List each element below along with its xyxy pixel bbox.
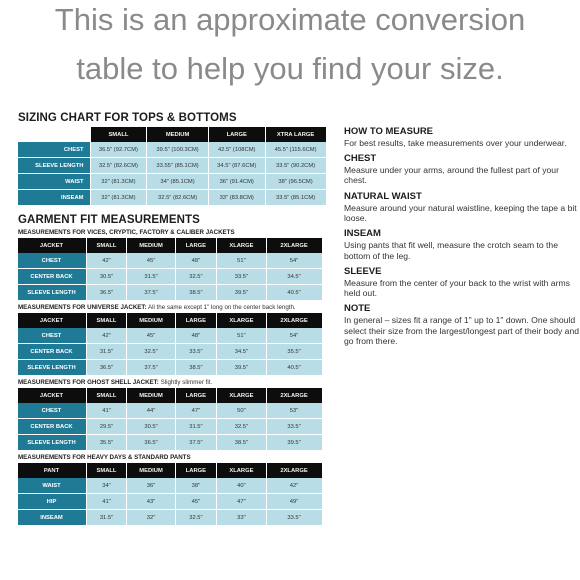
table-cell: 38.5" (176, 360, 217, 376)
garment-fit-table (17, 388, 323, 451)
table-cell: 32.5" (82.6CM) (91, 158, 147, 174)
column-header: SMALL (87, 313, 127, 328)
column-header: JACKET (18, 238, 86, 253)
garment-table-subtitle (18, 454, 328, 461)
column-header: SMALL (87, 388, 127, 403)
how-to-body: Using pants that fit well, measure the crotch seam to the bottom of the leg. (344, 240, 558, 261)
how-to-heading: SLEEVE (344, 265, 382, 277)
table-cell: 32.5" (176, 269, 217, 285)
table-row (18, 253, 322, 269)
table-cell: 40" (217, 478, 265, 494)
table-cell: 45" (176, 494, 217, 510)
table-cell: 39.5" (217, 285, 265, 301)
table-cell: 33.5" (217, 269, 265, 285)
table-cell: 33.5" (90.2CM) (266, 158, 326, 174)
table-cell: 32.5" (217, 419, 265, 435)
column-header: XLARGE (217, 388, 265, 403)
table-cell: 34" (87, 478, 127, 494)
garment-header-row (18, 463, 322, 478)
row-label: WAIST (18, 174, 90, 190)
column-header: 2XLARGE (267, 313, 322, 328)
headline-line-2: table to help you find your size. (76, 51, 504, 86)
table-row (18, 344, 322, 360)
headline-line-1: This is an approximate conversion (54, 2, 526, 37)
table-cell: 30.5" (87, 269, 127, 285)
row-label: HIP (18, 494, 86, 510)
table-cell: 43" (127, 494, 174, 510)
row-label: SLEEVE LENGTH (18, 360, 86, 376)
column-header: 2XLARGE (267, 238, 322, 253)
how-to-heading: NOTE (344, 303, 371, 315)
table-cell: 34.5" (267, 269, 322, 285)
table-row (18, 328, 322, 344)
row-label: CHEST (18, 253, 86, 269)
garment-tables (18, 229, 328, 526)
garment-header-row (18, 238, 322, 253)
table-cell: 39.5" (100.3CM) (147, 142, 207, 158)
column-header (18, 127, 90, 142)
table-cell: 33.55" (85.1CM) (147, 158, 207, 174)
garment-header-row (18, 313, 322, 328)
table-row (18, 190, 326, 206)
table-cell: 34.5" (87.6CM) (209, 158, 265, 174)
left-column (18, 112, 328, 526)
table-cell: 51" (217, 328, 265, 344)
table-cell: 54" (267, 328, 322, 344)
how-to-section (344, 154, 580, 186)
column-header: LARGE (176, 238, 217, 253)
how-to-section (344, 229, 580, 261)
table-cell: 45.5" (115.6CM) (266, 142, 326, 158)
table-cell: 45" (127, 328, 174, 344)
table-row (18, 435, 322, 451)
subtitle-text: MEASUREMENTS FOR VICES, CRYPTIC, FACTORY & CALIBER JACKETS (18, 229, 235, 236)
table-cell: 42" (267, 478, 322, 494)
table-cell: 32.5" (82.6CM) (147, 190, 207, 206)
how-to-heading: CHEST (344, 153, 377, 165)
table-cell: 36" (127, 478, 174, 494)
how-to-measure-panel (344, 127, 580, 352)
row-label: SLEEVE LENGTH (18, 285, 86, 301)
table-cell: 33.5" (267, 510, 322, 526)
table-row (18, 494, 322, 510)
table-cell: 40.5" (267, 285, 322, 301)
table-cell: 47" (176, 403, 217, 419)
how-to-body: For best results, take measurements over your underwear. (344, 137, 567, 148)
table-cell: 37.5" (127, 285, 174, 301)
how-to-body: Measure under your arms, around the fullest part of your chest. (344, 165, 559, 186)
table-cell: 34.5" (217, 344, 265, 360)
garment-table-subtitle (18, 229, 328, 236)
garment-fit-title: GARMENT FIT MEASUREMENTS (18, 214, 200, 226)
row-label: INSEAM (18, 190, 90, 206)
how-to-body: Measure around your natural waistline, keeping the tape a bit loose. (344, 202, 577, 224)
garment-fit-table (17, 313, 323, 376)
table-row (18, 174, 326, 190)
table-row (18, 403, 322, 419)
table-cell: 36.5" (87, 285, 127, 301)
table-cell: 33.5" (176, 344, 217, 360)
table-row (18, 510, 322, 526)
subtitle-text: MEASUREMENTS FOR HEAVY DAYS & STANDARD PANTS (18, 454, 191, 461)
table-cell: 42" (87, 253, 127, 269)
table-cell: 32.5" (176, 510, 217, 526)
table-cell: 32.5" (127, 344, 174, 360)
how-to-section (344, 127, 580, 148)
table-cell: 31.5" (87, 344, 127, 360)
table-cell: 42.5" (108CM) (209, 142, 265, 158)
sizing-header-row (18, 127, 326, 142)
column-header: MEDIUM (147, 127, 207, 142)
column-header: PANT (18, 463, 86, 478)
table-row (18, 269, 322, 285)
sizing-chart-title: SIZING CHART FOR TOPS & BOTTOMS (18, 112, 237, 124)
row-label: CENTER BACK (18, 269, 86, 285)
how-to-heading: INSEAM (344, 228, 381, 240)
subtitle-note: Slightly slimmer fit. (158, 379, 213, 386)
table-cell: 37.5" (176, 435, 217, 451)
table-cell: 33" (217, 510, 265, 526)
table-cell: 47" (217, 494, 265, 510)
column-header: MEDIUM (127, 463, 174, 478)
table-cell: 37.5" (127, 360, 174, 376)
column-header: JACKET (18, 313, 86, 328)
column-header: SMALL (87, 238, 127, 253)
table-cell: 54" (267, 253, 322, 269)
column-header: SMALL (91, 127, 147, 142)
row-label: CHEST (18, 328, 86, 344)
table-cell: 35.5" (87, 435, 127, 451)
table-cell: 31.5" (127, 269, 174, 285)
table-cell: 29.5" (87, 419, 127, 435)
table-cell: 33.5" (267, 419, 322, 435)
row-label: WAIST (18, 478, 86, 494)
subtitle-note: All the same except 1" long on the center back length. (146, 304, 296, 311)
table-cell: 39.5" (267, 435, 322, 451)
table-cell: 41" (87, 403, 127, 419)
column-header: XLARGE (217, 313, 265, 328)
column-header: LARGE (176, 388, 217, 403)
row-label: INSEAM (18, 510, 86, 526)
table-cell: 38.5" (176, 285, 217, 301)
table-cell: 51" (217, 253, 265, 269)
column-header: JACKET (18, 388, 86, 403)
garment-fit-table (17, 238, 323, 301)
table-cell: 33" (83.8CM) (209, 190, 265, 206)
garment-fit-table (17, 463, 323, 526)
column-header: XLARGE (217, 463, 265, 478)
table-cell: 35.5" (267, 344, 322, 360)
garment-table-subtitle (18, 379, 328, 386)
table-cell: 31.5" (87, 510, 127, 526)
garment-table-subtitle (18, 304, 328, 311)
how-to-section (344, 304, 580, 346)
table-cell: 48" (176, 328, 217, 344)
subtitle-text: MEASUREMENTS FOR GHOST SHELL JACKET: (18, 379, 159, 386)
table-row (18, 478, 322, 494)
how-to-heading: HOW TO MEASURE (344, 126, 434, 137)
row-label: CHEST (18, 142, 90, 158)
column-header: MEDIUM (127, 313, 174, 328)
table-row (18, 419, 322, 435)
row-label: SLEEVE LENGTH (18, 158, 90, 174)
table-cell: 32" (127, 510, 174, 526)
table-cell: 33.5" (85.1CM) (266, 190, 326, 206)
table-cell: 53" (267, 403, 322, 419)
table-cell: 42" (87, 328, 127, 344)
how-to-heading: NATURAL WAIST (344, 190, 422, 202)
table-cell: 38" (176, 478, 217, 494)
table-cell: 36.5" (87, 360, 127, 376)
table-cell: 45" (127, 253, 174, 269)
column-header: LARGE (176, 313, 217, 328)
row-label: CHEST (18, 403, 86, 419)
table-cell: 34" (85.1CM) (147, 174, 207, 190)
table-cell: 32" (81.3CM) (91, 174, 147, 190)
how-to-section (344, 192, 580, 224)
table-cell: 36.5" (127, 435, 174, 451)
column-header: 2XLARGE (267, 463, 322, 478)
table-cell: 32" (81.3CM) (91, 190, 147, 206)
table-cell: 49" (267, 494, 322, 510)
table-cell: 38.5" (217, 435, 265, 451)
table-row (18, 360, 322, 376)
column-header: SMALL (87, 463, 127, 478)
table-cell: 38" (96.5CM) (266, 174, 326, 190)
table-cell: 40.5" (267, 360, 322, 376)
table-cell: 48" (176, 253, 217, 269)
subtitle-text: MEASUREMENTS FOR UNIVERSE JACKET: (18, 304, 147, 311)
column-header: XTRA LARGE (266, 127, 326, 142)
column-header: XLARGE (217, 238, 265, 253)
table-cell: 36.5" (92.7CM) (91, 142, 147, 158)
column-header: MEDIUM (127, 238, 174, 253)
table-cell: 31.5" (176, 419, 217, 435)
column-header: 2XLARGE (267, 388, 322, 403)
row-label: CENTER BACK (18, 419, 86, 435)
how-to-body: In general – sizes fit a range of 1" up to 1" down. One should select their size from the largest/longest part of their body and go from there. (344, 315, 580, 346)
how-to-section (344, 267, 580, 299)
column-header: LARGE (209, 127, 265, 142)
row-label: SLEEVE LENGTH (18, 435, 86, 451)
table-cell: 36" (91.4CM) (209, 174, 265, 190)
table-row (18, 285, 322, 301)
how-to-body: Measure from the center of your back to the wrist with arms held out. (344, 277, 570, 299)
table-cell: 39.5" (217, 360, 265, 376)
table-row (18, 142, 326, 158)
sizing-chart-table (17, 127, 327, 206)
table-cell: 30.5" (127, 419, 174, 435)
table-cell: 50" (217, 403, 265, 419)
table-row (18, 158, 326, 174)
garment-header-row (18, 388, 322, 403)
column-header: LARGE (176, 463, 217, 478)
row-label: CENTER BACK (18, 344, 86, 360)
column-header: MEDIUM (127, 388, 174, 403)
table-cell: 41" (87, 494, 127, 510)
table-cell: 44" (127, 403, 174, 419)
